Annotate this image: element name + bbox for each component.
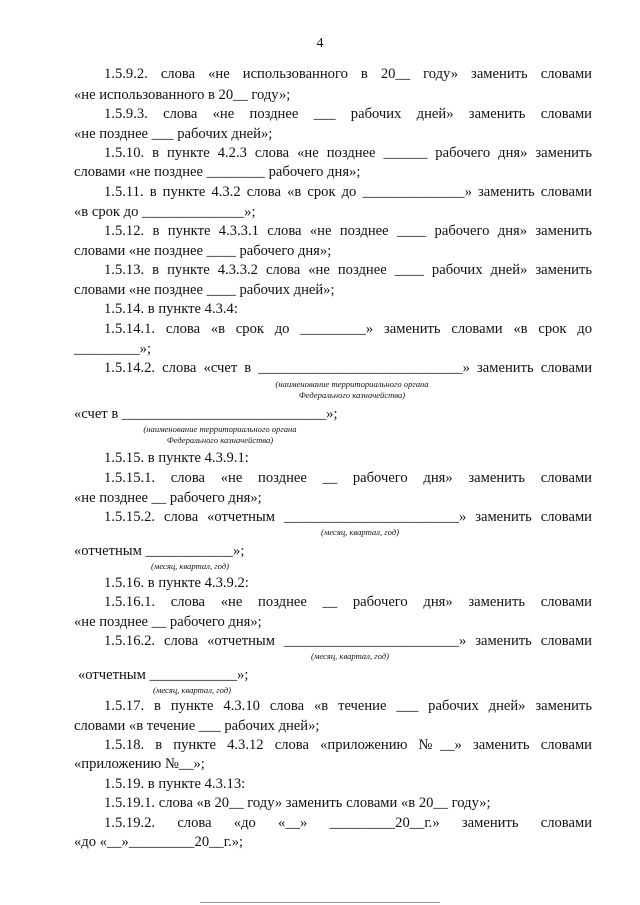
para-1-5-9-2-cont: «не использованного в 20__ году»; bbox=[74, 87, 291, 103]
para-1-5-14: 1.5.14. в пункте 4.3.4: bbox=[104, 301, 238, 317]
page-number: 4 bbox=[316, 36, 324, 51]
note-period-2: (месяц, квартал, год) bbox=[150, 561, 230, 571]
para-1-5-9-3: 1.5.9.3. слова «не позднее ___ рабочих дней» заменить словами bbox=[104, 106, 592, 122]
para-1-5-16-1-cont: «не позднее __ рабочего дня»; bbox=[74, 614, 262, 630]
para-1-5-15: 1.5.15. в пункте 4.3.9.1: bbox=[104, 450, 249, 466]
para-1-5-16-2: 1.5.16.2. слова «отчетным ________________________» заменить словами bbox=[104, 633, 592, 649]
para-1-5-16-1: 1.5.16.1. слова «не позднее __ рабочего дня» заменить словами bbox=[104, 594, 592, 610]
para-1-5-13-cont: словами «не позднее ____ рабочих дней»; bbox=[74, 282, 335, 298]
para-1-5-14-1-cont: _________»; bbox=[74, 341, 152, 357]
para-1-5-14-2: 1.5.14.2. слова «счет в ____________________________» заменить словами bbox=[104, 360, 592, 376]
note-period-1: (месяц, квартал, год) bbox=[320, 527, 400, 537]
para-1-5-9-2: 1.5.9.2. слова «не использованного в 20__ году» заменить словами bbox=[104, 66, 592, 82]
note-treasury-1: Федерального казначейства) bbox=[298, 390, 406, 400]
note-period-3: (месяц, квартал, год) bbox=[310, 651, 390, 661]
para-1-5-18-cont: «приложению №__»; bbox=[74, 756, 205, 772]
para-1-5-14-2-cont: «счет в ____________________________»; bbox=[74, 406, 338, 422]
note-territorial-organ-2: (наименование территориального органа bbox=[143, 424, 297, 434]
para-1-5-15-2-cont: «отчетным ____________»; bbox=[74, 543, 245, 559]
note-period-4: (месяц, квартал, год) bbox=[152, 685, 232, 695]
note-treasury-2: Федерального казначейства) bbox=[166, 435, 274, 445]
note-territorial-organ-1: (наименование территориального органа bbox=[275, 379, 429, 389]
para-1-5-10-cont: словами «не позднее ________ рабочего дня»; bbox=[74, 164, 361, 180]
para-1-5-17: 1.5.17. в пункте 4.3.10 слова «в течение ___ рабочих дней» заменить bbox=[104, 698, 592, 714]
para-1-5-9-3-cont: «не позднее ___ рабочих дней»; bbox=[74, 126, 273, 142]
para-1-5-18: 1.5.18. в пункте 4.3.12 слова «приложению №__» заменить словами bbox=[104, 737, 592, 753]
para-1-5-14-1: 1.5.14.1. слова «в срок до _________» заменить словами «в срок до bbox=[104, 321, 592, 337]
para-1-5-15-1-cont: «не позднее __ рабочего дня»; bbox=[74, 490, 262, 506]
para-1-5-11-cont: «в срок до ______________»; bbox=[74, 204, 256, 220]
para-1-5-15-2: 1.5.15.2. слова «отчетным ________________________» заменить словами bbox=[104, 509, 592, 525]
para-1-5-16: 1.5.16. в пункте 4.3.9.2: bbox=[104, 575, 249, 591]
para-1-5-12: 1.5.12. в пункте 4.3.3.1 слова «не позднее ____ рабочего дня» заменить bbox=[104, 223, 592, 239]
para-1-5-19-2: 1.5.19.2. слова «до «__» _________20__г.» заменить словами bbox=[104, 815, 592, 831]
para-1-5-12-cont: словами «не позднее ____ рабочего дня»; bbox=[74, 243, 332, 259]
para-1-5-13: 1.5.13. в пункте 4.3.3.2 слова «не позднее ____ рабочих дней» заменить bbox=[104, 262, 592, 278]
para-1-5-11: 1.5.11. в пункте 4.3.2 слова «в срок до ______________» заменить словами bbox=[104, 184, 592, 200]
para-1-5-19-1: 1.5.19.1. слова «в 20__ году» заменить словами «в 20__ году»; bbox=[104, 795, 491, 811]
para-1-5-15-1: 1.5.15.1. слова «не позднее __ рабочего дня» заменить словами bbox=[104, 470, 592, 486]
para-1-5-16-2-cont: «отчетным ____________»; bbox=[78, 667, 249, 683]
para-1-5-17-cont: словами «в течение ___ рабочих дней»; bbox=[74, 718, 320, 734]
para-1-5-19-2-cont: «до «__»_________20__г.»; bbox=[74, 834, 244, 850]
bottom-edge-line bbox=[200, 902, 440, 903]
para-1-5-10: 1.5.10. в пункте 4.2.3 слова «не позднее ______ рабочего дня» заменить bbox=[104, 145, 592, 161]
para-1-5-19: 1.5.19. в пункте 4.3.13: bbox=[104, 776, 246, 792]
